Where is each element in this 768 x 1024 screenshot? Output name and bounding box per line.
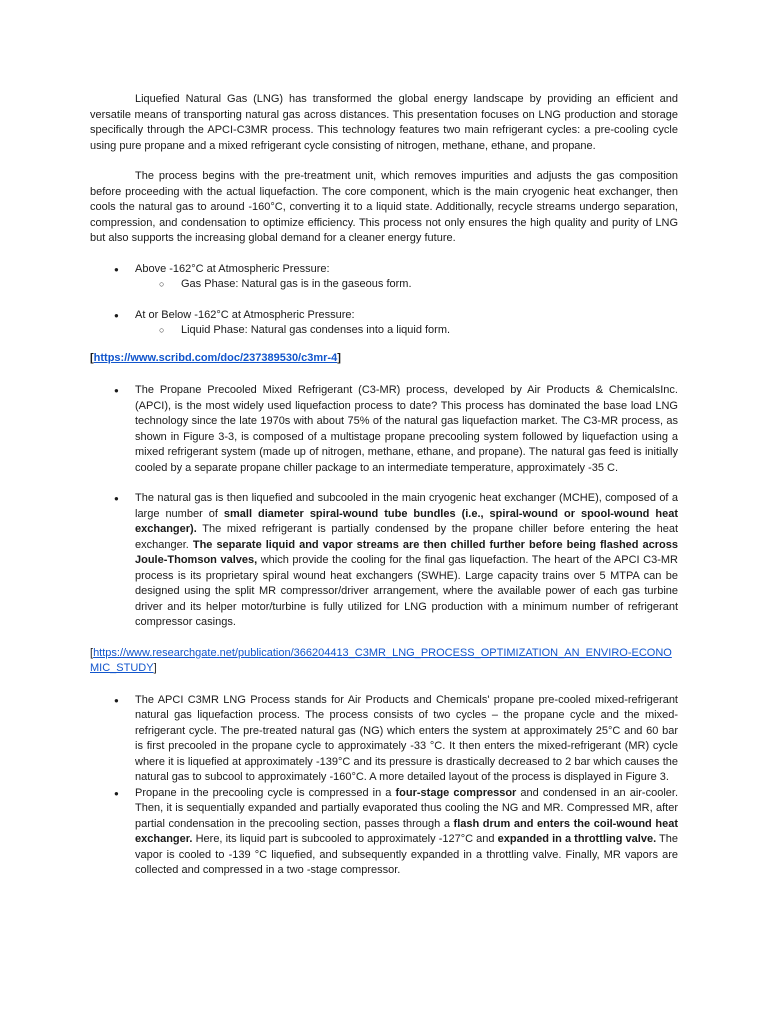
- phase-label: At or Below -162°C at Atmospheric Pressure:: [135, 308, 355, 321]
- bracket-open: [: [90, 351, 94, 364]
- list-item: [90, 308, 678, 339]
- spacer: [90, 339, 678, 351]
- phase-sublist: [135, 277, 678, 293]
- spacer: [90, 631, 678, 646]
- list-item: [90, 491, 678, 631]
- phase-label: Above -162°C at Atmospheric Pressure:: [135, 262, 330, 275]
- c3mr-list-2: [90, 491, 678, 631]
- bold-run: expanded in a throttling valve.: [497, 833, 657, 845]
- c3mr-list: [90, 383, 678, 476]
- spacer: [90, 293, 678, 308]
- text-run: The natural gas is then liquefied and subcooled in the main cryogenic heat exchanger (MCHE), composed of a large number of: [135, 492, 678, 520]
- text-run: which provide the cooling for the final gas liquefaction. The heart of the APCI C3-MR process is its proprietary spiral wound heat exchangers (SWHE). Large capacity trains over 5 MTPA can be designed using the split MR compressor/driver arrangement, where the available power of each gas turbine driver and its helper motor/turbine is fully utilized for LNG production with a minimum number of refrigerant compressor casings.: [135, 554, 678, 628]
- list-item: [90, 262, 678, 293]
- bracket-close: ]: [337, 351, 341, 364]
- spacer: [90, 677, 678, 693]
- list-item: ● The Propane Precooled Mixed Refrigerant (C3-MR) process, developed by Air Products & ChemicalsInc. (APCI), is the most widely used liquefaction process to date? This process has dominated the base load LNG technology since the late 1970s with about 75% of the natural gas liquefaction market. The C3-MR process, as shown in Figure 3-3, is composed of a multistage propane precooling system followed by liquefaction using a mixed refrigerant system (made up of nitrogen, methane, ethane, and propane). The natural gas feed is initially cooled by a separate propane chiller package to an intermediate temperature, approximately -35 C.: [90, 383, 678, 476]
- reference-researchgate: [90, 646, 678, 677]
- bold-run: four-stage compressor: [395, 786, 517, 799]
- phase-list-below: [90, 308, 678, 339]
- spacer: [90, 476, 678, 491]
- bracket-open: [: [90, 646, 94, 659]
- text-run: The vapor is cooled to -139 °C liquefied, and subsequently expanded in a throttling valve. Finally, MR vapors are collected and compressed in a two -stage compressor.: [135, 833, 678, 876]
- reference-scribd: [90, 351, 678, 367]
- text-run: The mixed refrigerant is partially condensed by the propane chiller before entering the heat exchanger.: [135, 523, 678, 551]
- spacer: [90, 366, 678, 383]
- phase-sublist: [135, 323, 678, 339]
- text-run: Here, its liquid part is subcooled to approximately -127°C and: [192, 833, 498, 845]
- sub-list-item: ○ Gas Phase: Natural gas is in the gaseous form.: [135, 277, 678, 293]
- list-item: [90, 786, 678, 879]
- spacer: [90, 154, 678, 169]
- text-run: Propane in the precooling cycle is compressed in a: [135, 786, 396, 799]
- spacer: [90, 247, 678, 262]
- researchgate-link[interactable]: https://www.researchgate.net/publication/366204413_C3MR_LNG_PROCESS_OPTIMIZATION_AN_ENVIRO-ECONOMIC_STUDY: [90, 646, 672, 674]
- text-run: and condensed in an air-cooler. Then, it is sequentially expanded and partially evaporated thus cooling the NG and MR. Compressed MR, after partial condensation in the precooling section, passes through a: [135, 786, 678, 830]
- bold-run: The separate liquid and vapor streams are then chilled further before being flashed across Joule-Thomson valves,: [135, 538, 679, 566]
- bracket-close: ]: [153, 662, 157, 674]
- bold-run: small diameter spiral-wound tube bundles (i.e., spiral-wound or spool-wound heat exchanger).: [135, 507, 678, 535]
- scribd-link[interactable]: https://www.scribd.com/doc/237389530/c3mr-4: [93, 351, 338, 364]
- intro-paragraph-1: Liquefied Natural Gas (LNG) has transformed the global energy landscape by providing an efficient and versatile means of transporting natural gas across distances. This presentation focuses on LNG production and storage specifically through the APCI-C3MR process. This technology features two main refrigerant cycles: a pre-cooling cycle using pure propane and a mixed refrigerant cycle consisting of nitrogen, methane, ethane, and propane.: [90, 93, 678, 152]
- intro-paragraph-2: The process begins with the pre-treatment unit, which removes impurities and adjusts the gas composition before proceeding with the actual liquefaction. The core component, which is the main cryogenic heat exchanger, then cools the natural gas to around -160°C, converting it to a liquid state. Additionally, recycle streams undergo separation, compression, and condensation to optimize efficiency. This process not only ensures the high quality and purity of LNG but also supports the increasing global demand for a cleaner energy future.: [90, 170, 678, 244]
- apci-list: [90, 693, 678, 879]
- list-item: ● The APCI C3MR LNG Process stands for Air Products and Chemicals' propane pre-cooled mixed-refrigerant natural gas liquefaction process. The process consists of two cycles – the propane cycle and the mixed-refrigerant cycle. The pre-treated natural gas (NG) which enters the system at approximately 25°C and 60 bar is first precooled in the propane cycle to approximately -33 °C. It then enters the mixed-refrigerant (MR) cycle where it is liquefied at approximately -139°C and its pressure is drastically decreased to 2 bar which causes the natural gas to subcool to approximately -160°C. A more detailed layout of the process is displayed in Figure 3.: [90, 693, 678, 786]
- bold-run: flash drum and enters the coil-wound heat exchanger.: [135, 817, 678, 845]
- sub-list-item: ○ Liquid Phase: Natural gas condenses into a liquid form.: [135, 323, 678, 339]
- phase-list-above: [90, 262, 678, 293]
